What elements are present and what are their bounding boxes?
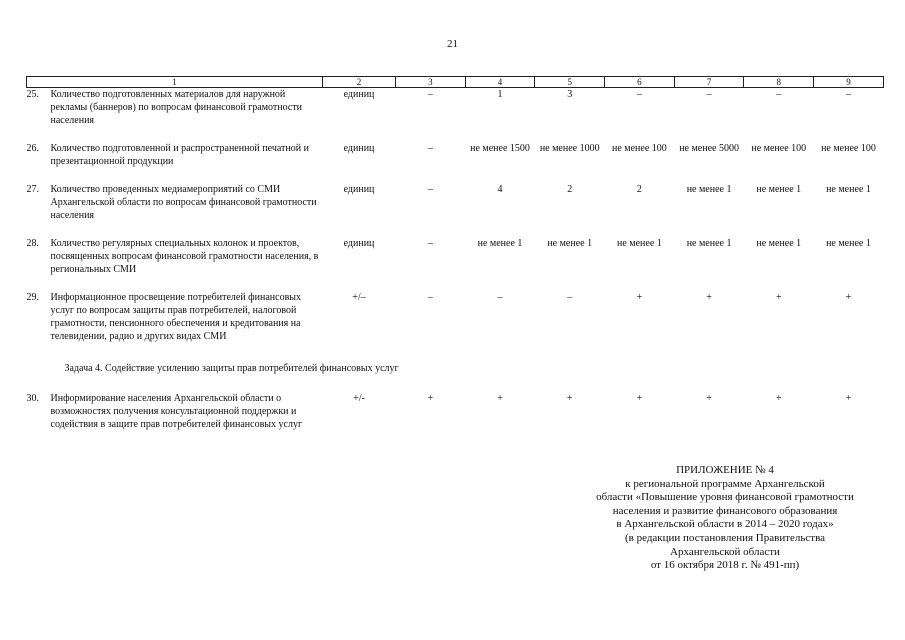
- appendix-title: ПРИЛОЖЕНИЕ № 4: [676, 464, 774, 476]
- value-cell: 3: [567, 89, 573, 100]
- unit-cell: +/-: [353, 392, 365, 404]
- value-cell: 2: [636, 183, 642, 195]
- appendix-line: (в редакции постановления Правительства: [624, 531, 826, 544]
- value-cell: –: [427, 183, 433, 195]
- value-cell: –: [567, 291, 573, 303]
- page-number: 21: [447, 38, 458, 50]
- appendix-line: в Архангельской области в 2014 – 2020 годах»: [616, 518, 834, 531]
- value-cell: +: [497, 392, 503, 404]
- value-cell: –: [427, 291, 433, 303]
- value-cell: –: [776, 89, 782, 100]
- header-cell: 3: [396, 77, 466, 88]
- value-cell: +: [775, 392, 782, 404]
- value-cell: не менее 5000: [679, 142, 739, 154]
- value-cell: –: [706, 89, 712, 100]
- table-row: [27, 291, 884, 362]
- value-cell: +: [427, 392, 434, 404]
- task-heading: Задача 4. Содействие усилению защиты прав потребителей финансовых услуг: [64, 362, 399, 374]
- value-cell: 1: [497, 89, 503, 100]
- table-row: [27, 88, 884, 142]
- value-cell: +: [845, 392, 852, 404]
- row-number: 29.: [26, 291, 39, 303]
- value-cell: не менее 1: [826, 183, 871, 195]
- task-heading-row: [27, 362, 884, 392]
- value-cell: не менее 1000: [539, 142, 600, 154]
- header-cell: 2: [323, 77, 396, 88]
- value-cell: не менее 1: [477, 237, 523, 249]
- value-cell: не менее 1: [826, 237, 871, 249]
- appendix-line: области «Повышение уровня финансовой грамотности: [596, 491, 854, 504]
- value-cell: –: [636, 89, 642, 100]
- indicator-name: Информационное просвещение потребителей финансовых услуг по вопросам защиты прав потребителей, налоговой грамотности, пенсионного обеспечения и кредитования на телевидении, радио и других видах СМИ: [50, 291, 302, 342]
- indicators-table: [26, 76, 884, 448]
- row-number: 27.: [26, 183, 39, 195]
- row-number: 28.: [26, 237, 39, 249]
- value-cell: +: [845, 291, 852, 303]
- value-cell: +: [566, 392, 573, 404]
- value-cell: 2: [567, 183, 573, 195]
- indicator-name: Информирование населения Архангельской области о возможностях получения консультационной поддержки и содействия в защите прав потребителей финансовых услуг: [50, 392, 303, 430]
- header-cell: 9: [814, 77, 884, 88]
- value-cell: –: [427, 237, 433, 249]
- value-cell: не менее 1: [547, 237, 593, 249]
- value-cell: +: [706, 291, 712, 303]
- value-cell: не менее 100: [821, 142, 876, 154]
- unit-cell: единиц: [343, 142, 375, 154]
- row-number: 30.: [26, 392, 39, 404]
- table-row: [27, 183, 884, 237]
- value-cell: не менее 100: [612, 142, 667, 154]
- appendix-block: [560, 464, 890, 573]
- value-cell: +: [775, 291, 782, 303]
- header-cell: 7: [674, 77, 744, 88]
- value-cell: –: [497, 291, 503, 303]
- value-cell: не менее 1: [756, 237, 802, 249]
- value-cell: 4: [497, 183, 503, 195]
- value-cell: –: [427, 142, 433, 154]
- header-cell: 8: [744, 77, 814, 88]
- table-row: [27, 142, 884, 183]
- appendix-line: Архангельской области: [670, 545, 780, 558]
- unit-cell: единиц: [343, 237, 375, 249]
- header-cell: 5: [535, 77, 605, 88]
- header-row: [27, 77, 884, 88]
- header-cell: 4: [465, 77, 535, 88]
- value-cell: не менее 1: [686, 183, 732, 195]
- appendix-line: от 16 октября 2018 г. № 491-пп): [650, 559, 800, 572]
- row-number: 25.: [26, 89, 39, 100]
- unit-cell: +/–: [352, 291, 366, 303]
- value-cell: +: [636, 392, 643, 404]
- appendix-line: населения и развитие финансового образования: [612, 504, 838, 517]
- value-cell: +: [706, 392, 712, 404]
- value-cell: +: [636, 291, 643, 303]
- appendix-line: к региональной программе Архангельской: [625, 477, 825, 490]
- header-cell: 1: [27, 77, 323, 88]
- value-cell: –: [427, 89, 433, 100]
- indicator-name: Количество подготовленных материалов для наружной рекламы (баннеров) по вопросам финансовой грамотности населения: [50, 89, 303, 126]
- table-row: [27, 237, 884, 291]
- value-cell: не менее 1: [686, 237, 732, 249]
- indicator-name: Количество регулярных специальных колонок и проектов, посвященных вопросам финансовой грамотности населения, в региональных СМИ: [50, 237, 319, 275]
- value-cell: –: [845, 89, 851, 100]
- table-row: [27, 392, 884, 448]
- value-cell: не менее 100: [751, 142, 807, 154]
- indicator-name: Количество подготовленной и распространенной печатной и презентационной продукции: [50, 142, 309, 167]
- row-number: 26.: [26, 142, 39, 154]
- unit-cell: единиц: [343, 183, 375, 195]
- unit-cell: единиц: [343, 89, 375, 100]
- value-cell: не менее 1500: [470, 142, 530, 154]
- header-cell: 6: [605, 77, 675, 88]
- value-cell: не менее 1: [756, 183, 802, 195]
- indicator-name: Количество проведенных медиамероприятий со СМИ Архангельской области по вопросам финансовой грамотности населения: [50, 183, 317, 221]
- value-cell: не менее 1: [617, 237, 662, 249]
